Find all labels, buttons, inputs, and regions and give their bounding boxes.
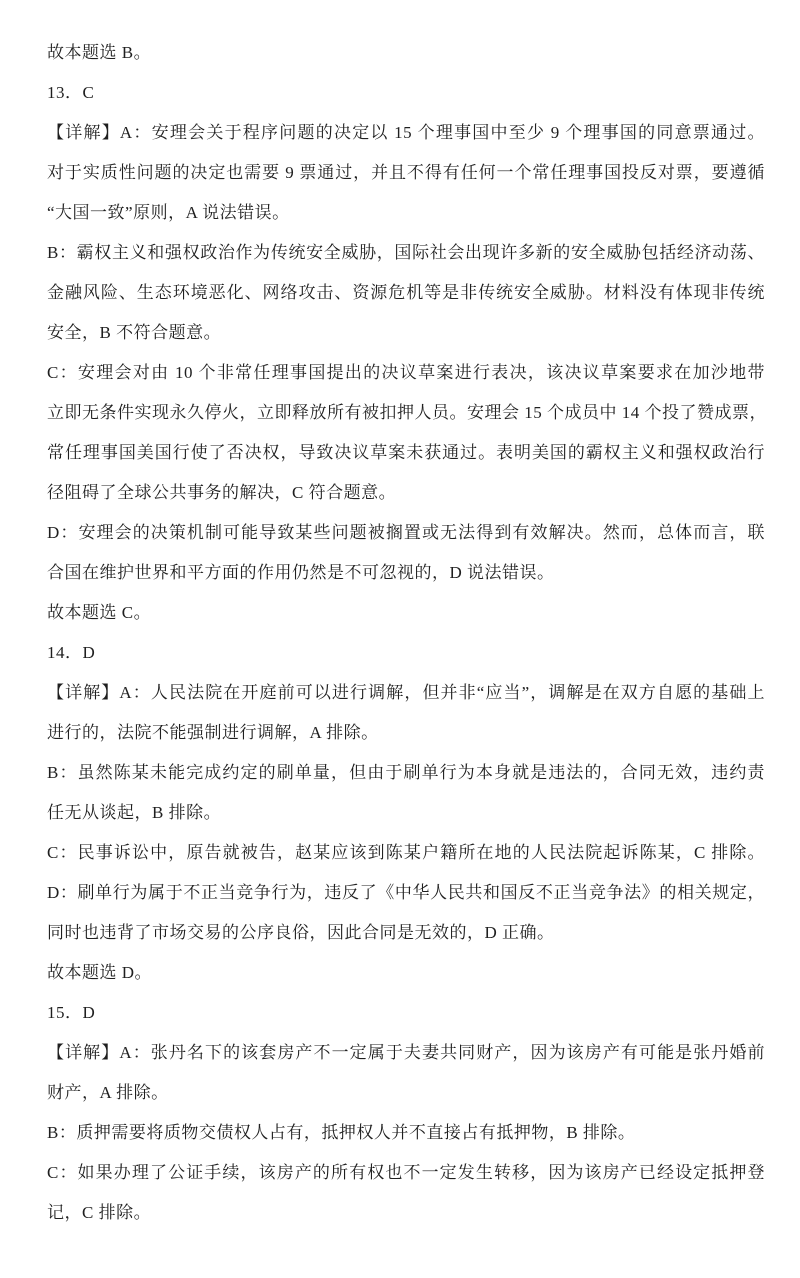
q12-conclusion: [47, 33, 765, 73]
text-line: B：霸权主义和强权政治作为传统安全威胁，国际社会出现许多新的安全威胁包括经济动荡、: [47, 243, 765, 262]
text-line: 财产，A 排除。: [47, 1083, 169, 1102]
text-line: 立即无条件实现永久停火，立即释放所有被扣押人员。安理会 15 个成员中 14 个投了赞成票，: [47, 403, 767, 422]
q15-explanation-option-c: [47, 1153, 765, 1233]
text-line: 故本题选 D。: [47, 963, 153, 982]
q13-explanation-option-c: [47, 353, 765, 513]
text-line: 合国在维护世界和平方面的作用仍然是不可忽视的，D 说法错误。: [47, 563, 555, 582]
text-line: 金融风险、生态环境恶化、网络攻击、资源危机等是非传统安全威胁。材料没有体现非传统: [47, 283, 765, 302]
text-line: 径阻碍了全球公共事务的解决，C 符合题意。: [47, 483, 397, 502]
q14-explanation-option-b: [47, 753, 765, 833]
q14-explanation-option-a: [47, 673, 765, 753]
q13-explanation-option-b: [47, 233, 765, 353]
text-line: B：质押需要将质物交债权人占有，抵押权人并不直接占有抵押物，B 排除。: [47, 1123, 636, 1142]
text-line: 15．D: [47, 1003, 96, 1022]
q14-explanation-option-c: [47, 833, 765, 873]
q15-explanation-option-b: [47, 1113, 765, 1153]
q13-answer-heading: [47, 73, 765, 113]
text-line: 14．D: [47, 643, 96, 662]
q13-explanation-option-a: [47, 113, 765, 233]
text-line: C：民事诉讼中，原告就被告，赵某应该到陈某户籍所在地的人民法院起诉陈某，C 排除。: [47, 843, 765, 862]
q15-answer-heading: [47, 993, 765, 1033]
text-line: 【详解】A：人民法院在开庭前可以进行调解，但并非“应当”，调解是在双方自愿的基础上: [47, 683, 765, 702]
text-line: D：刷单行为属于不正当竞争行为，违反了《中华人民共和国反不正当竞争法》的相关规定，: [47, 883, 765, 902]
q15-explanation-option-a: [47, 1033, 765, 1113]
q13-explanation-option-d: [47, 513, 765, 593]
q14-answer-heading: [47, 633, 765, 673]
document-body: [47, 33, 765, 1233]
text-line: B：虽然陈某未能完成约定的刷单量，但由于刷单行为本身就是违法的，合同无效，违约责: [47, 763, 765, 782]
text-line: 同时也违背了市场交易的公序良俗，因此合同是无效的，D 正确。: [47, 923, 555, 942]
text-line: 【详解】A：张丹名下的该套房产不一定属于夫妻共同财产，因为该房产有可能是张丹婚前: [47, 1043, 765, 1062]
q14-conclusion: [47, 953, 765, 993]
text-line: D：安理会的决策机制可能导致某些问题被搁置或无法得到有效解决。然而，总体而言，联: [47, 523, 765, 542]
text-line: C：安理会对由 10 个非常任理事国提出的决议草案进行表决，该决议草案要求在加沙地带: [47, 363, 765, 382]
text-line: “大国一致”原则，A 说法错误。: [47, 203, 290, 222]
text-line: 任无从谈起，B 排除。: [47, 803, 222, 822]
text-line: C：如果办理了公证手续，该房产的所有权也不一定发生转移，因为该房产已经设定抵押登: [47, 1163, 765, 1182]
text-line: 安全，B 不符合题意。: [47, 323, 222, 342]
text-line: 13．C: [47, 83, 95, 102]
q13-conclusion: [47, 593, 765, 633]
text-line: 对于实质性问题的决定也需要 9 票通过，并且不得有任何一个常任理事国投反对票，要遵循: [47, 163, 765, 182]
text-line: 故本题选 C。: [47, 603, 152, 622]
text-line: 进行的，法院不能强制进行调解，A 排除。: [47, 723, 379, 742]
text-line: 【详解】A：安理会关于程序问题的决定以 15 个理事国中至少 9 个理事国的同意票通过。: [47, 123, 765, 142]
q14-explanation-option-d: [47, 873, 765, 953]
text-line: 记，C 排除。: [47, 1203, 152, 1222]
text-line: 故本题选 B。: [47, 43, 152, 62]
text-line: 常任理事国美国行使了否决权，导致决议草案未获通过。表明美国的霸权主义和强权政治行: [47, 443, 765, 462]
